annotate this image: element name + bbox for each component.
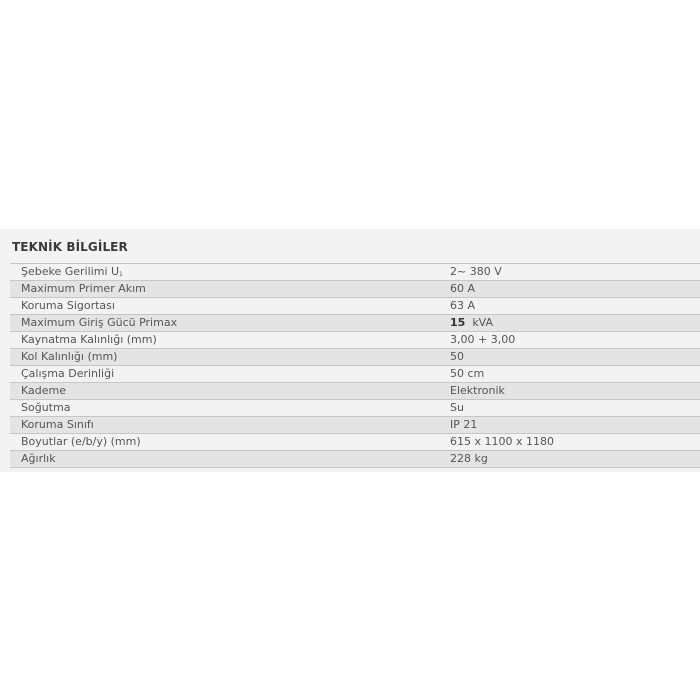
spec-label-subscript: 1 [119, 271, 123, 278]
spec-row-weight [10, 451, 700, 468]
spec-value: 50 [450, 350, 464, 363]
spec-value-unit: kVA [472, 316, 494, 329]
spec-table [10, 263, 700, 468]
spec-label: Çalışma Derinliği [21, 367, 115, 380]
spec-label: Boyutlar (e/b/y) (mm) [21, 435, 141, 448]
spec-value-number: 15 [450, 316, 466, 329]
spec-value: 2~ 380 V [450, 265, 502, 278]
spec-row-primary-current [10, 281, 700, 298]
spec-label: Kol Kalınlığı (mm) [21, 350, 118, 363]
spec-value [450, 315, 493, 331]
spec-value: 228 kg [450, 452, 488, 465]
spec-row-working-depth [10, 366, 700, 383]
spec-row-dimensions [10, 434, 700, 451]
spec-value: 50 cm [450, 367, 485, 380]
spec-row-fuse [10, 298, 700, 315]
spec-value: 3,00 + 3,00 [450, 333, 516, 346]
spec-value: IP 21 [450, 418, 478, 431]
spec-label: Kademe [21, 384, 66, 397]
spec-value: 60 A [450, 282, 476, 295]
spec-row-voltage [10, 264, 700, 281]
spec-label: Soğutma [21, 401, 71, 414]
spec-label: Ağırlık [21, 452, 56, 465]
spec-row-protection-class [10, 417, 700, 434]
technical-specs-panel [0, 229, 700, 472]
spec-value: Su [450, 401, 464, 414]
spec-value: 615 x 1100 x 1180 [450, 435, 554, 448]
spec-label: Koruma Sigortası [21, 299, 115, 312]
spec-row-input-power [10, 315, 700, 332]
section-title: TEKNİK BİLGİLER [12, 240, 128, 254]
spec-value: Elektronik [450, 384, 505, 397]
spec-row-weld-thickness [10, 332, 700, 349]
spec-value: 63 A [450, 299, 476, 312]
spec-label: Maximum Giriş Gücü Primax [21, 316, 178, 329]
spec-row-cooling [10, 400, 700, 417]
spec-row-stage [10, 383, 700, 400]
spec-label: Maximum Primer Akım [21, 282, 146, 295]
spec-label: Şebeke Gerilimi U1 [21, 265, 123, 278]
spec-label: Koruma Sınıfı [21, 418, 94, 431]
spec-row-arm-thickness [10, 349, 700, 366]
spec-label: Kaynatma Kalınlığı (mm) [21, 333, 157, 346]
